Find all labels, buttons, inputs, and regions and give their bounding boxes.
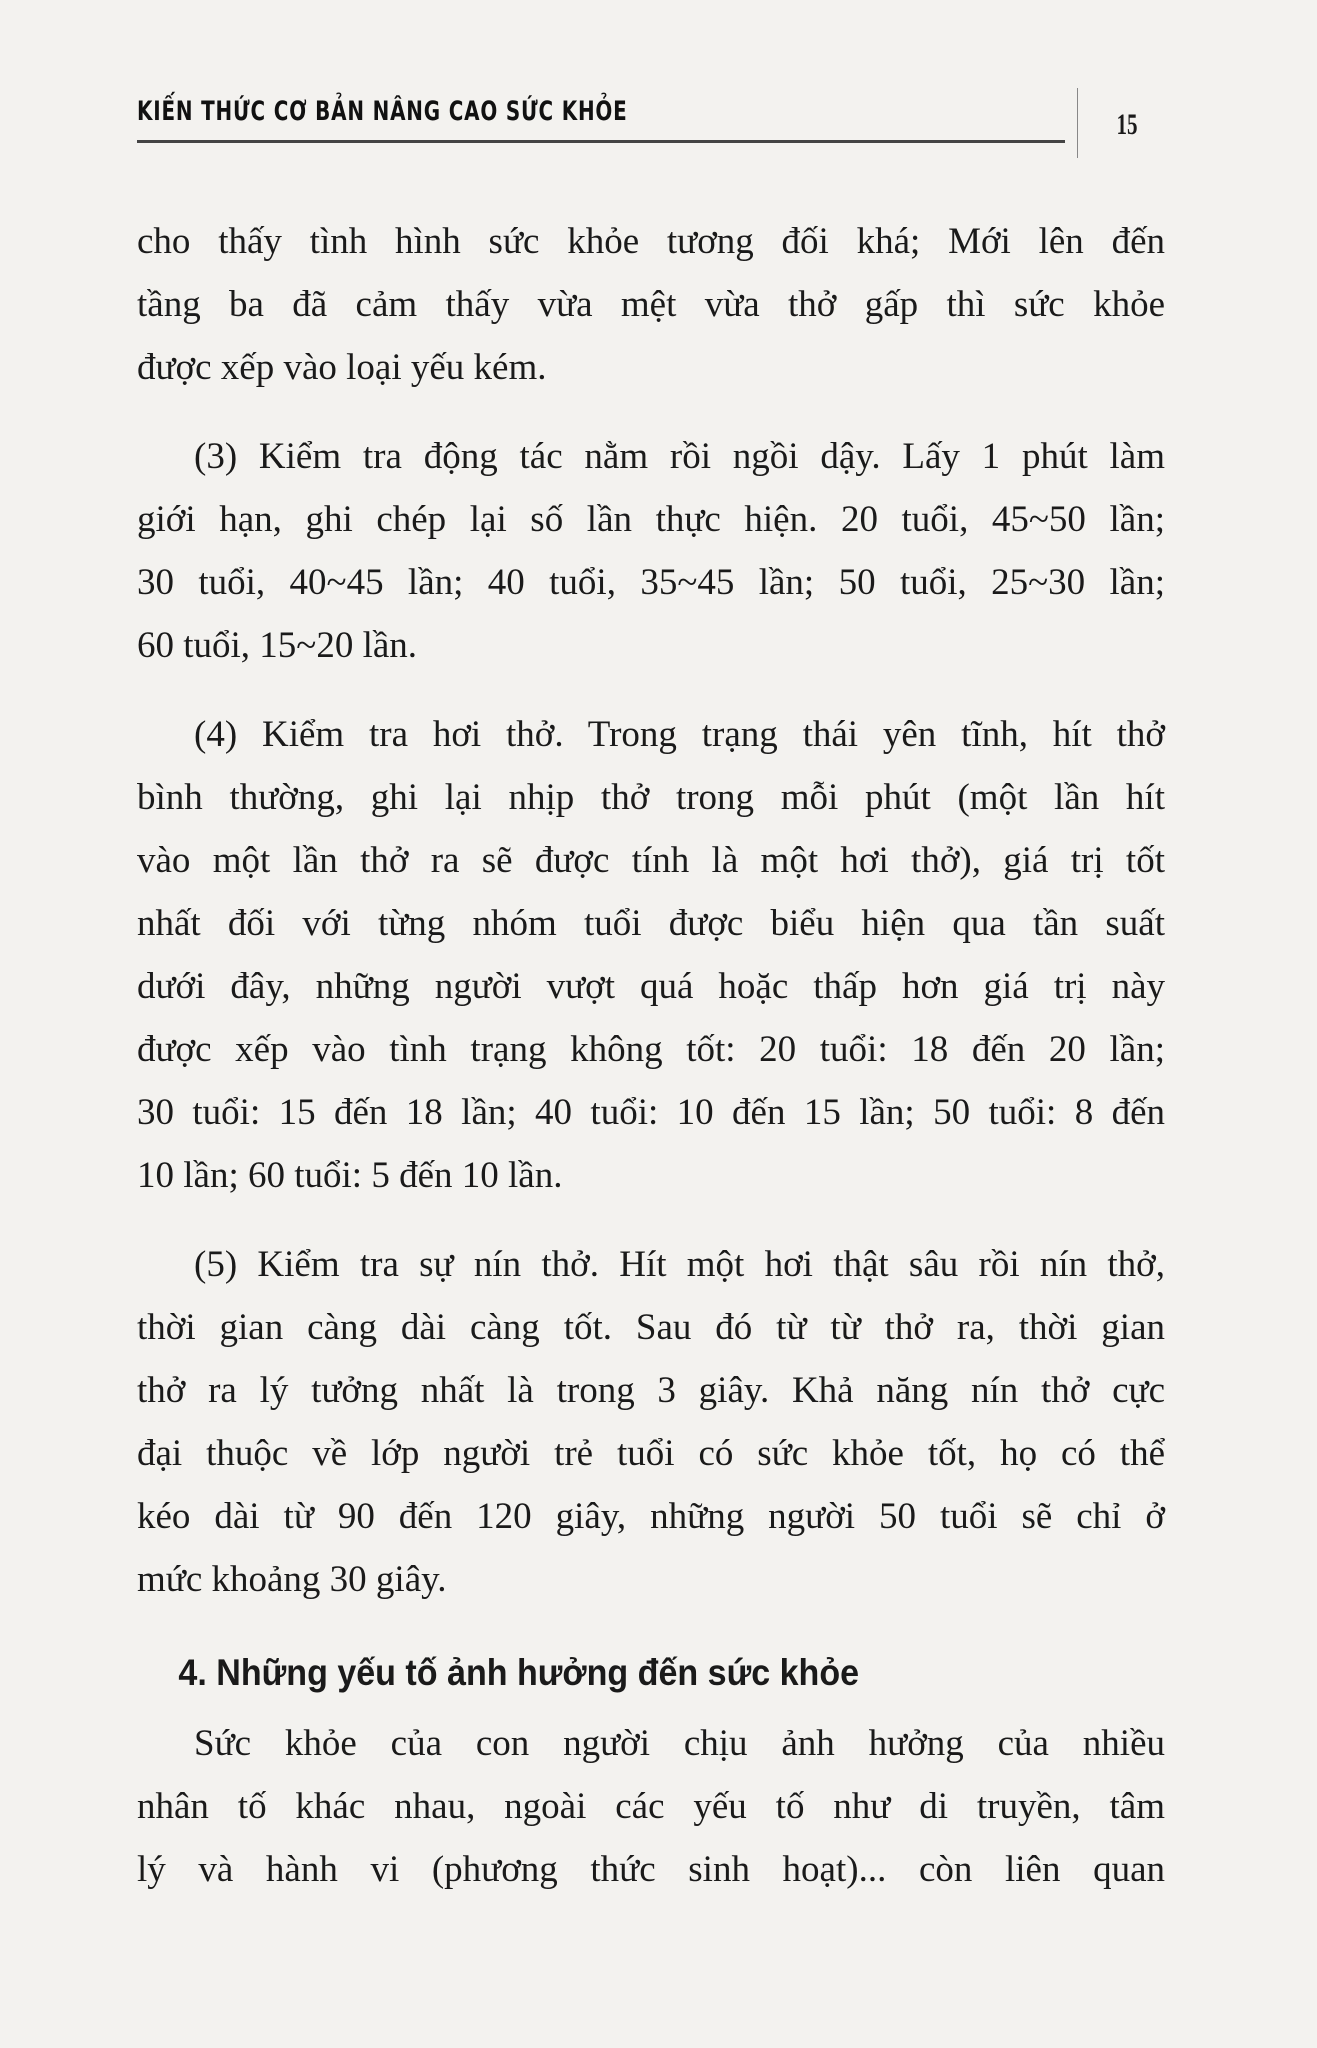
text-line: vào một lần thở ra sẽ được tính là một hơi thở), giá trị tốt [137,840,1165,881]
text-line: lý và hành vi (phương thức sinh hoạt)... còn liên quan [137,1849,1165,1890]
text-line: đại thuộc về lớp người trẻ tuổi có sức khỏe tốt, họ có thể [137,1433,1165,1474]
text-line: 60 tuổi, 15~20 lần. [137,625,418,666]
paragraph [137,1712,1165,1901]
text-line: thời gian càng dài càng tốt. Sau đó từ từ thở ra, thời gian [137,1307,1165,1348]
text-line: mức khoảng 30 giây. [137,1559,447,1600]
text-line: thở ra lý tưởng nhất là trong 3 giây. Khả năng nín thở cực [137,1370,1165,1411]
page-number: 15 [1116,108,1138,141]
section-heading: 4. Những yếu tố ảnh hưởng đến sức khỏe [178,1652,860,1693]
header-rule [137,140,1065,143]
text-line: nhân tố khác nhau, ngoài các yếu tố như di truyền, tâm [137,1786,1165,1827]
text-line: 10 lần; 60 tuổi: 5 đến 10 lần. [137,1155,563,1196]
text-line: bình thường, ghi lại nhịp thở trong mỗi phút (một lần hít [137,777,1165,818]
header-divider [1077,88,1078,158]
text-line: 30 tuổi: 15 đến 18 lần; 40 tuổi: 10 đến 15 lần; 50 tuổi: 8 đến [137,1092,1165,1133]
text-line: được xếp vào loại yếu kém. [137,347,547,388]
page-body [137,210,1165,1927]
text-line: 30 tuổi, 40~45 lần; 40 tuổi, 35~45 lần; 50 tuổi, 25~30 lần; [137,562,1165,603]
text-line: dưới đây, những người vượt quá hoặc thấp hơn giá trị này [137,966,1165,1007]
text-line: kéo dài từ 90 đến 120 giây, những người 50 tuổi sẽ chỉ ở [137,1496,1165,1537]
text-line: (5) Kiểm tra sự nín thở. Hít một hơi thật sâu rồi nín thở, [194,1244,1165,1285]
text-line: cho thấy tình hình sức khỏe tương đối khá; Mới lên đến [137,221,1165,262]
text-line: (4) Kiểm tra hơi thở. Trong trạng thái yên tĩnh, hít thở [194,714,1165,755]
running-header: KIẾN THỨC CƠ BẢN NÂNG CAO SỨC KHỎE [137,96,628,127]
paragraph [137,210,1165,399]
text-line: được xếp vào tình trạng không tốt: 20 tuổi: 18 đến 20 lần; [137,1029,1165,1070]
paragraph [137,703,1165,1207]
text-line: (3) Kiểm tra động tác nằm rồi ngồi dậy. Lấy 1 phút làm [194,436,1165,477]
paragraph [137,1233,1165,1611]
text-line: Sức khỏe của con người chịu ảnh hưởng của nhiều [194,1723,1165,1764]
text-line: tầng ba đã cảm thấy vừa mệt vừa thở gấp thì sức khỏe [137,284,1165,325]
paragraph [137,425,1165,677]
text-line: nhất đối với từng nhóm tuổi được biểu hiện qua tần suất [137,903,1165,944]
text-line: giới hạn, ghi chép lại số lần thực hiện. 20 tuổi, 45~50 lần; [137,499,1165,540]
